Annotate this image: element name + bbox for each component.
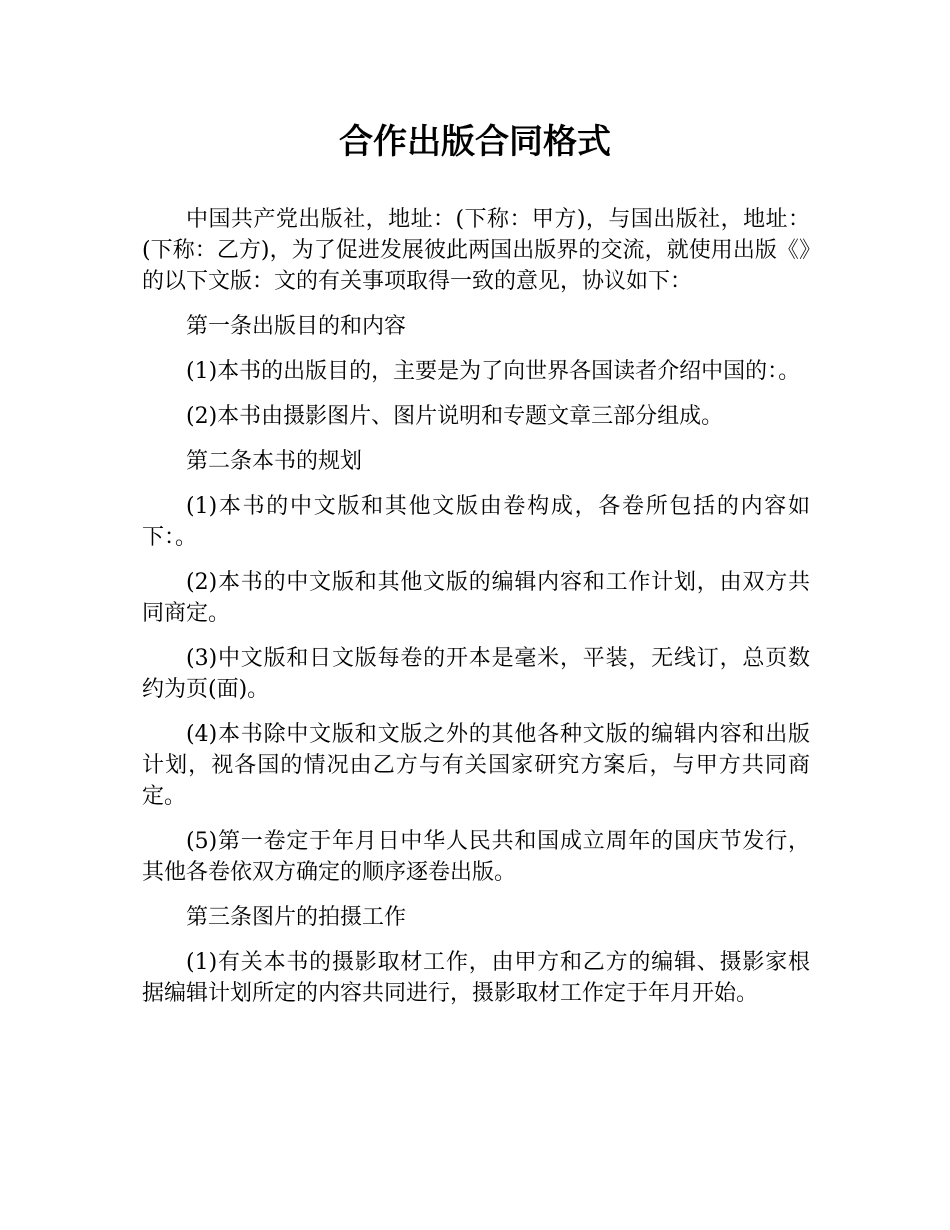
article-2-heading: 第二条本书的规划 xyxy=(186,449,363,474)
preamble-paragraph: 中国共产党出版社，地址：(下称：甲方)，与国出版社，地址：(下称：乙方)，为了促进发展彼此两国出版界的交流，就使用出版《》的以下文版：文的有关事项取得一致的意见，协议如下： xyxy=(142,207,810,294)
article-1-clause-1: (1)本书的出版目的，主要是为了向世界各国读者介绍中国的：。 xyxy=(186,359,801,384)
article-2-clause-1: (1)本书的中文版和其他文版由卷构成，各卷所包括的内容如下：。 xyxy=(142,494,810,550)
article-1-clause-2: (2)本书由摄影图片、图片说明和专题文章三部分组成。 xyxy=(186,404,724,429)
article-2-clause-2: (2)本书的中文版和其他文版的编辑内容和工作计划，由双方共同商定。 xyxy=(142,570,810,626)
article-3-heading: 第三条图片的拍摄工作 xyxy=(186,905,407,930)
article-2-clause-3: (3)中文版和日文版每卷的开本是毫米，平装，无线订，总页数约为页(面)。 xyxy=(142,646,810,702)
document-body xyxy=(142,204,810,1023)
article-1-heading: 第一条出版目的和内容 xyxy=(186,314,407,339)
article-2-clause-5: (5)第一卷定于年月日中华人民共和国成立周年的国庆节发行，其他各卷依双方确定的顺序逐卷出版。 xyxy=(142,829,810,885)
article-2-clause-4: (4)本书除中文版和文版之外的其他各种文版的编辑内容和出版计划，视各国的情况由乙方与有关国家研究方案后，与甲方共同商定。 xyxy=(142,722,810,809)
document-title: 合作出版合同格式 xyxy=(339,122,611,162)
article-3-clause-1: (1)有关本书的摄影取材工作，由甲方和乙方的编辑、摄影家根据编辑计划所定的内容共同进行，摄影取材工作定于年月开始。 xyxy=(142,950,810,1006)
